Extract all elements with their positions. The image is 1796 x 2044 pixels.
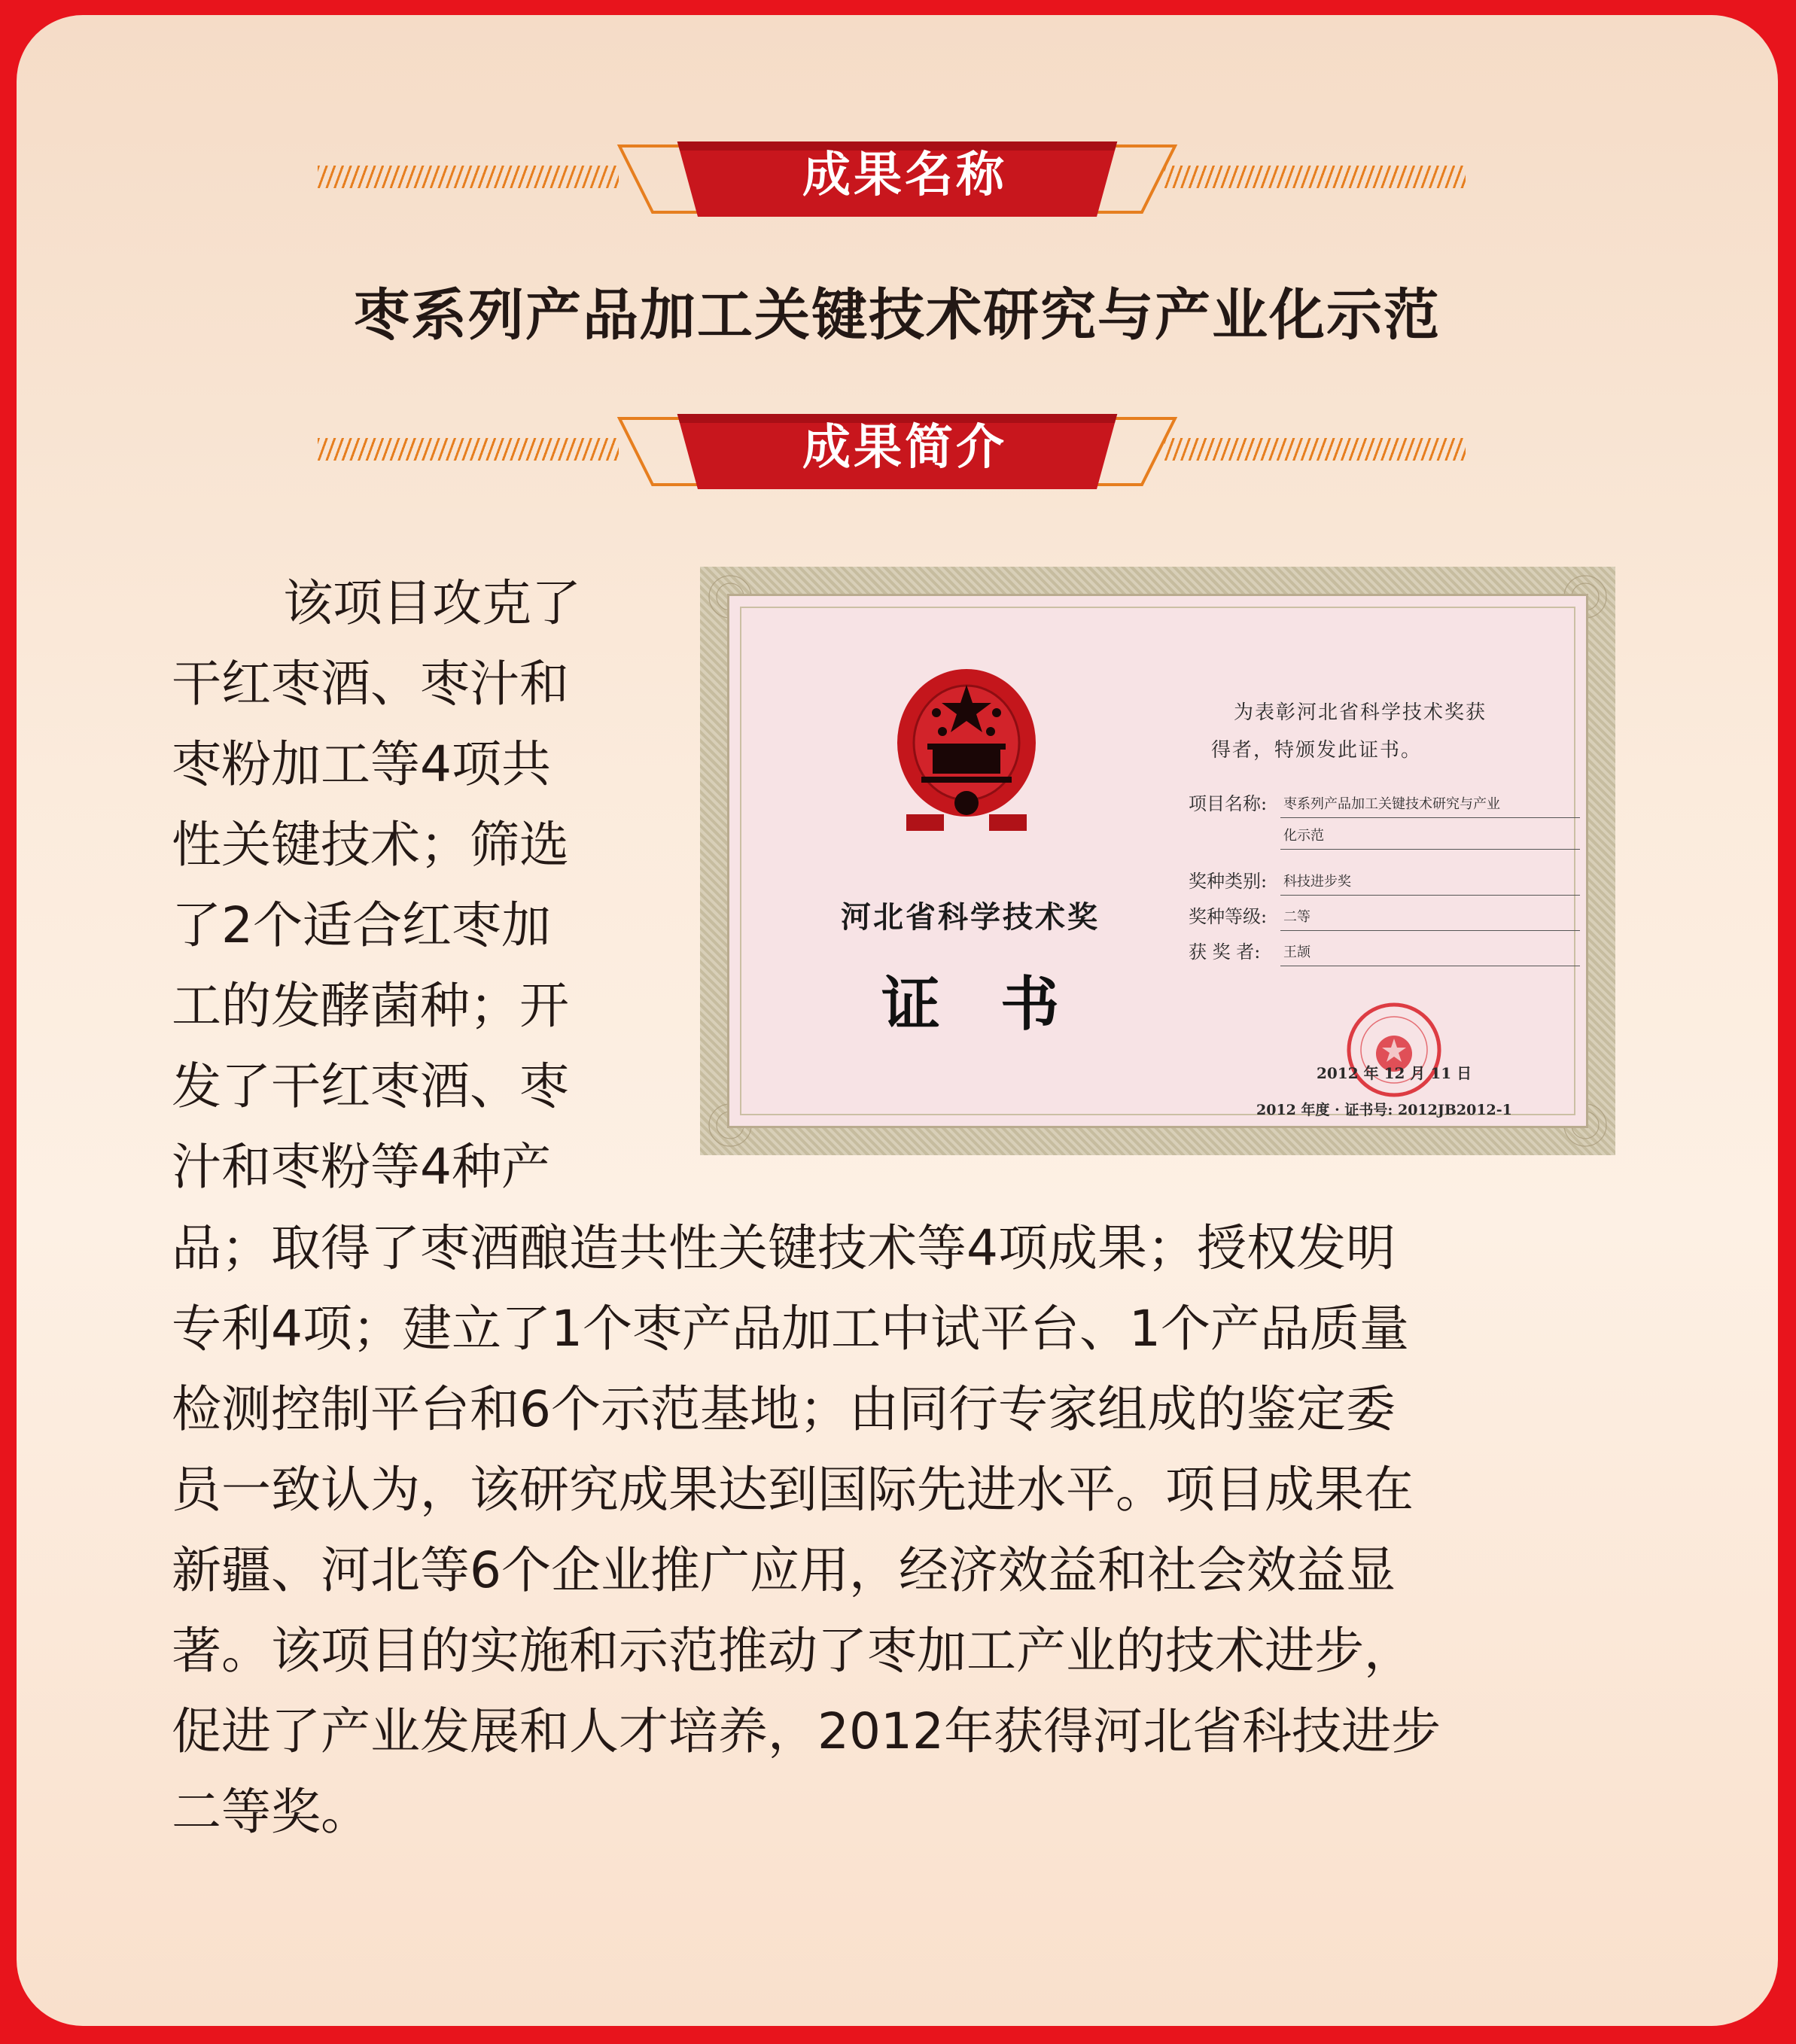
certificate-number: 2012 年度 · 证书号: 2012JB2012-1 [1256, 1102, 1512, 1118]
section-header-name [17, 128, 1778, 226]
text-line: 检测控制平台和6个示范基地；由同行专家组成的鉴定委 [172, 1380, 1396, 1438]
government-seal-icon [1345, 1001, 1443, 1099]
certificate-doc-title: 证书 [881, 971, 1119, 1039]
text-line: 性关键技术；筛选 [172, 816, 569, 874]
text-line: 汁和枣粉等4种产 [172, 1138, 551, 1196]
hatch-decoration-left [318, 438, 619, 461]
text-line: 二等奖。 [172, 1783, 370, 1841]
hatch-decoration-right [1164, 166, 1466, 188]
text-line: 促进了产业发展和人才培养，2012年获得河北省科技进步 [172, 1702, 1441, 1760]
preface-line: 得者，特颁发此证书。 [1211, 739, 1423, 762]
section-label: 成果简介 [802, 420, 1007, 476]
text-line: 工的发酵菌种；开 [172, 977, 569, 1035]
text-line: 了2个适合红枣加 [172, 896, 551, 954]
certificate-preface [1211, 694, 1572, 769]
award-name: 河北省科学技术奖 [841, 900, 1100, 935]
achievement-title: 枣系列产品加工关键技术研究与产业化示范 [354, 283, 1441, 348]
text-line: 著。该项目的实施和示范推动了枣加工产业的技术进步， [172, 1622, 1414, 1680]
field-label: 获 奖 者: [1189, 941, 1261, 963]
field-project-name [1189, 788, 1580, 818]
award-certificate [700, 567, 1615, 1155]
text-line: 该项目攻克了 [283, 574, 581, 632]
intro-paragraph-bottom [172, 1208, 1685, 1852]
field-value: 王颉 [1280, 940, 1580, 966]
hatch-decoration-left [318, 166, 619, 188]
field-label: 项目名称: [1189, 793, 1268, 814]
field-project-name-cont [1189, 820, 1580, 850]
intro-paragraph-top [172, 563, 653, 1207]
field-value: 枣系列产品加工关键技术研究与产业 [1280, 792, 1580, 818]
hatch-decoration-right [1164, 438, 1466, 461]
section-label: 成果名称 [802, 148, 1007, 203]
text-line: 员一致认为，该研究成果达到国际先进水平。项目成果在 [172, 1461, 1414, 1519]
field-grade [1189, 901, 1580, 931]
field-label: 奖种类别: [1189, 871, 1268, 892]
text-line: 枣粉加工等4项共 [172, 735, 551, 793]
text-line: 干红枣酒、枣汁和 [172, 655, 569, 713]
field-category [1189, 865, 1580, 896]
text-line: 品；取得了枣酒酿造共性关键技术等4项成果；授权发明 [172, 1219, 1396, 1277]
text-line: 新疆、河北等6个企业推广应用，经济效益和社会效益显 [172, 1541, 1396, 1599]
field-label: 奖种等级: [1189, 906, 1268, 927]
field-winner [1189, 936, 1580, 966]
text-line: 发了干红枣酒、枣 [172, 1057, 569, 1115]
field-value: 科技进步奖 [1280, 869, 1580, 896]
certificate-body [727, 594, 1588, 1128]
national-emblem-icon [891, 664, 1042, 837]
field-value: 化示范 [1280, 823, 1580, 850]
certificate-date: 2012 年 12 月 11 日 [1317, 1064, 1472, 1082]
section-header-intro [17, 400, 1778, 498]
preface-line: 为表彰河北省科学技术奖获 [1234, 701, 1487, 724]
text-line: 专利4项；建立了1个枣产品加工中试平台、1个产品质量 [172, 1300, 1409, 1358]
field-value: 二等 [1280, 905, 1580, 931]
content-panel [17, 15, 1778, 2026]
